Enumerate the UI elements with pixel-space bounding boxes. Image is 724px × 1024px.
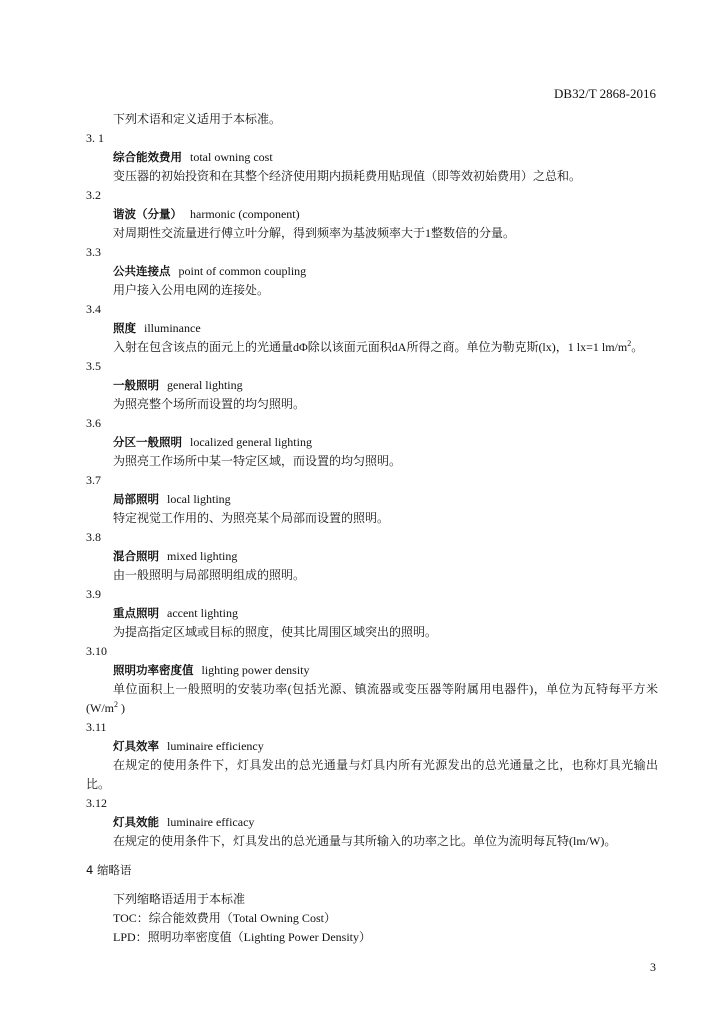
term-number: 3. 1 xyxy=(86,131,104,145)
term-heading xyxy=(86,813,658,832)
term-heading xyxy=(86,737,658,756)
term-definition-text: 在规定的使用条件下，灯具发出的总光通量与其所输入的功率之比。单位为流明每瓦特(lm/W)。 xyxy=(113,834,617,848)
section-4-title: 4 缩略语 xyxy=(86,863,132,877)
term-heading xyxy=(86,604,658,623)
term-heading xyxy=(86,490,658,509)
term-english: accent lighting xyxy=(167,606,238,620)
term-english: point of common coupling xyxy=(178,264,307,278)
term-definition-text: 为提高指定区域或目标的照度，使其比周围区域突出的照明。 xyxy=(113,625,438,639)
term-number: 3.5 xyxy=(86,359,101,373)
term-definition-text: 用户接入公用电网的连接处。 xyxy=(113,283,270,297)
term-definition-text: 变压器的初始投资和在其整个经济使用期内损耗费用贴现值（即等效初始费用）之总和。 xyxy=(113,169,582,183)
term-definition-text: 特定视觉工作用的、为照亮某个局部而设置的照明。 xyxy=(113,511,390,525)
term-heading xyxy=(86,205,658,224)
term-definition-text: 单位面积上一般照明的安装功率(包括光源、镇流器或变压器等附属用电器件)，单位为瓦特每平方米(W/m xyxy=(86,682,658,715)
term-number: 3.12 xyxy=(86,796,107,810)
term-number: 3.9 xyxy=(86,587,101,601)
term-number: 3.8 xyxy=(86,530,101,544)
term-english: luminaire efficiency xyxy=(167,739,264,753)
term-english: lighting power density xyxy=(201,663,310,677)
term-heading xyxy=(86,376,658,395)
term-definition-text: 为照亮工作场所中某一特定区域，而设置的均匀照明。 xyxy=(113,454,402,468)
term-english: illuminance xyxy=(144,321,201,335)
term-heading xyxy=(86,661,658,680)
term-definition xyxy=(86,623,658,642)
term-chinese: 照明功率密度值 xyxy=(113,663,194,677)
terms-intro: 下列术语和定义适用于本标准。 xyxy=(113,112,282,126)
term-english: general lighting xyxy=(167,378,243,392)
term-definition-sup: 2 xyxy=(114,700,118,709)
term-definition-sup: 2 xyxy=(627,339,632,348)
term-number: 3.6 xyxy=(86,416,101,430)
term-heading xyxy=(86,433,658,452)
term-heading xyxy=(86,148,658,167)
abbrev-intro: 下列缩略语适用于本标准 xyxy=(113,892,246,906)
term-definition xyxy=(86,509,658,528)
page-number: 3 xyxy=(650,960,656,974)
term-definition xyxy=(86,281,658,300)
term-number: 3.4 xyxy=(86,302,101,316)
term-number: 3.7 xyxy=(86,473,101,487)
term-definition-text: 入射在包含该点的面元上的光通量dΦ除以该面元面积dA所得之商。单位为勒克斯(lx)，1 lx=1 lm/m xyxy=(113,340,628,354)
term-number: 3.2 xyxy=(86,188,101,202)
term-chinese: 公共连接点 xyxy=(113,264,171,278)
term-chinese: 灯具效能 xyxy=(113,815,159,829)
term-number: 3.11 xyxy=(86,720,107,734)
term-english: localized general lighting xyxy=(190,435,312,449)
term-number: 3.10 xyxy=(86,644,107,658)
term-english: mixed lighting xyxy=(167,549,238,563)
term-definition xyxy=(86,566,658,585)
term-english: total owning cost xyxy=(190,150,273,164)
term-chinese: 混合照明 xyxy=(113,549,159,563)
term-definition-text: 对周期性交流量进行傅立叶分解，得到频率为基波频率大于1整数倍的分量。 xyxy=(113,226,516,240)
abbrev-item-toc: TOC：综合能效费用（Total Owning Cost） xyxy=(113,911,336,925)
standard-code: DB32/T 2868-2016 xyxy=(554,86,656,101)
term-number: 3.3 xyxy=(86,245,101,259)
term-chinese: 局部照明 xyxy=(113,492,159,506)
term-definition xyxy=(86,680,658,718)
term-chinese: 综合能效费用 xyxy=(113,150,182,164)
page-content xyxy=(86,110,658,947)
abbrev-item-lpd: LPD：照明功率密度值（Lighting Power Density） xyxy=(113,930,371,944)
term-definition xyxy=(86,167,658,186)
term-definition xyxy=(86,224,658,243)
term-chinese: 灯具效率 xyxy=(113,739,159,753)
term-definition-tail: ) xyxy=(118,701,125,715)
term-definition-tail: 。 xyxy=(631,340,644,354)
term-definition-text: 为照亮整个场所而设置的均匀照明。 xyxy=(113,397,306,411)
term-english: luminaire efficacy xyxy=(167,815,255,829)
terms-list xyxy=(86,129,658,851)
term-heading xyxy=(86,547,658,566)
term-heading xyxy=(86,262,658,281)
term-chinese: 谐波（分量） xyxy=(113,207,182,221)
term-chinese: 照度 xyxy=(113,321,136,335)
term-definition xyxy=(86,395,658,414)
term-definition-text: 由一般照明与局部照明组成的照明。 xyxy=(113,568,306,582)
term-definition-text: 在规定的使用条件下，灯具发出的总光通量与灯具内所有光源发出的总光通量之比，也称灯具光输出比。 xyxy=(86,758,658,791)
term-chinese: 分区一般照明 xyxy=(113,435,182,449)
term-english: local lighting xyxy=(167,492,231,506)
term-definition xyxy=(86,756,658,794)
term-definition xyxy=(86,338,658,357)
term-heading xyxy=(86,319,658,338)
term-chinese: 一般照明 xyxy=(113,378,159,392)
term-english: harmonic (component) xyxy=(190,207,300,221)
term-chinese: 重点照明 xyxy=(113,606,159,620)
term-definition xyxy=(86,832,658,851)
term-definition xyxy=(86,452,658,471)
